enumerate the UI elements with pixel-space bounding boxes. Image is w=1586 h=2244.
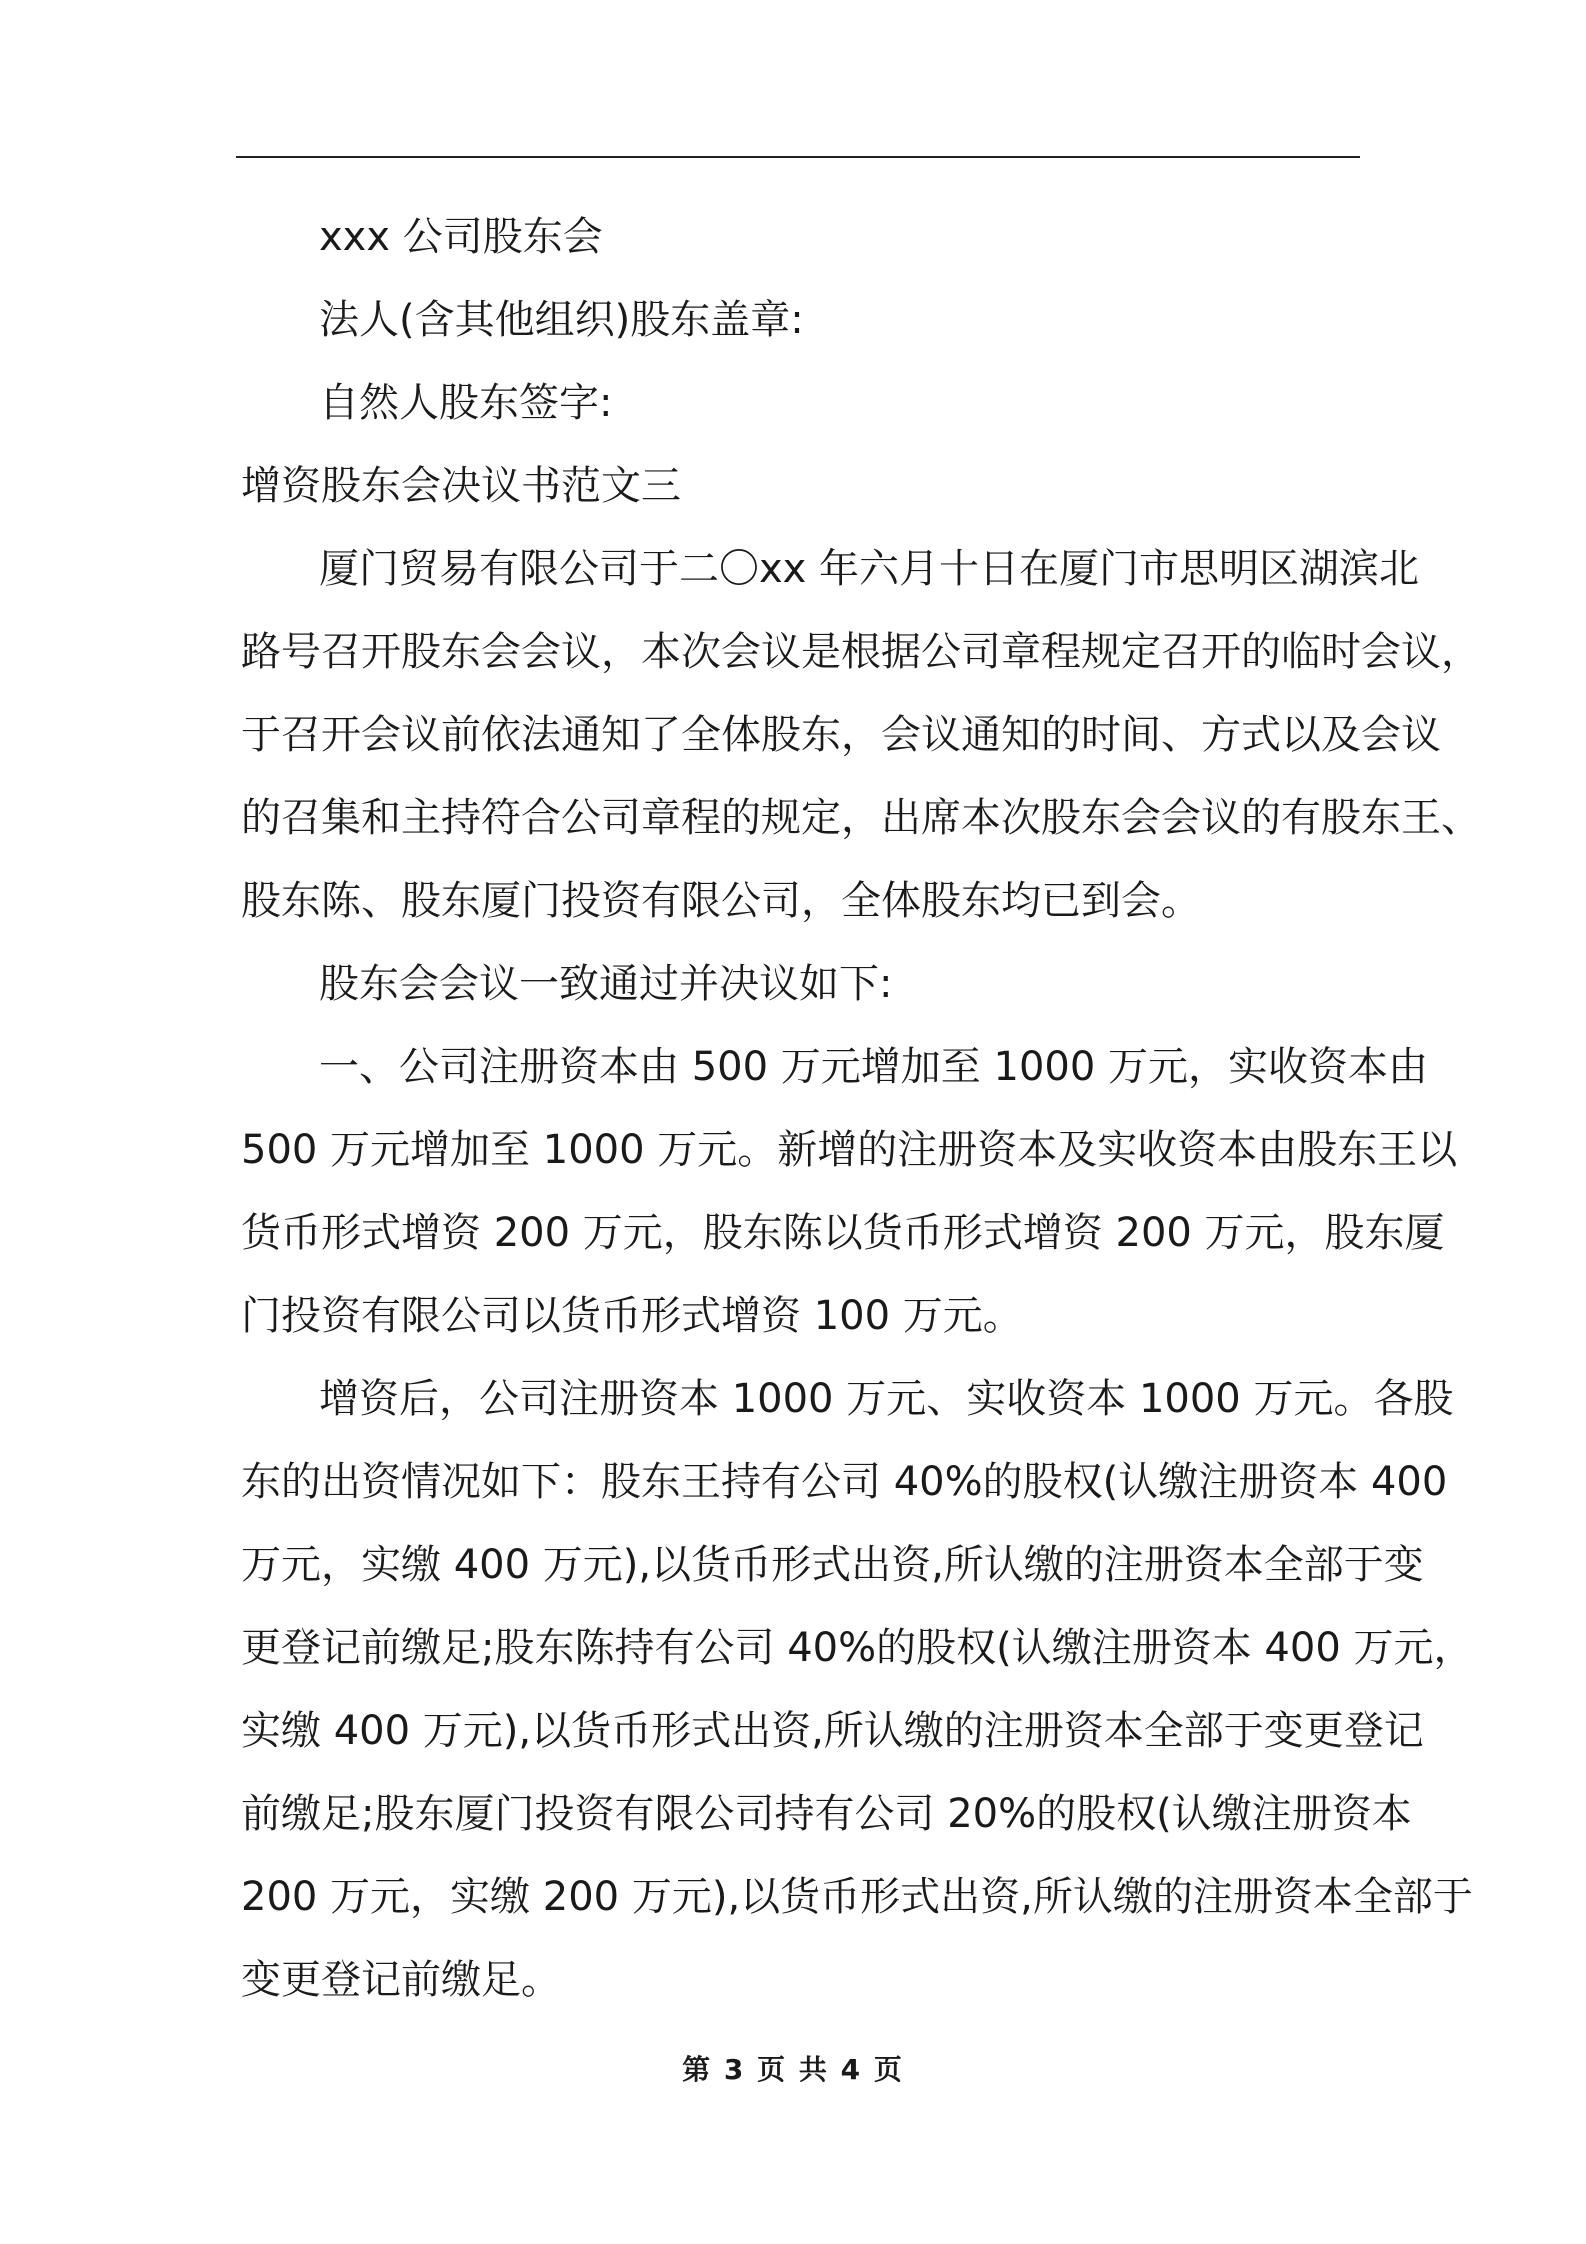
paragraph-line: 东的出资情况如下：股东王持有公司 40%的股权(认缴注册资本 400	[241, 1459, 1448, 1505]
natural-person-signature-line: 自然人股东签字:	[319, 380, 613, 426]
paragraph-line: 的召集和主持符合公司章程的规定，出席本次股东会会议的有股东王、	[241, 795, 1481, 841]
paragraph-line: 前缴足;股东厦门投资有限公司持有公司 20%的股权(认缴注册资本	[241, 1791, 1412, 1837]
paragraph-line: 500 万元增加至 1000 万元。新增的注册资本及实收资本由股东王以	[241, 1127, 1458, 1173]
header-rule	[236, 156, 1360, 158]
document-body	[241, 196, 1481, 2022]
paragraph-line: 万元，实缴 400 万元),以货币形式出资,所认缴的注册资本全部于变	[241, 1542, 1424, 1588]
paragraph-line: 于召开会议前依法通知了全体股东，会议通知的时间、方式以及会议	[241, 712, 1441, 758]
paragraph-line: 增资后，公司注册资本 1000 万元、实收资本 1000 万元。各股	[319, 1376, 1454, 1422]
paragraph-line: 变更登记前缴足。	[241, 1957, 561, 2003]
paragraph-line: 一、公司注册资本由 500 万元增加至 1000 万元，实收资本由	[319, 1044, 1429, 1090]
paragraph-line: 股东陈、股东厦门投资有限公司，全体股东均已到会。	[241, 878, 1201, 924]
paragraph-resolution-intro: 股东会会议一致通过并决议如下:	[319, 961, 893, 1007]
paragraph-line: 更登记前缴足;股东陈持有公司 40%的股权(认缴注册资本 400 万元，	[241, 1625, 1474, 1671]
legal-person-seal-line: 法人(含其他组织)股东盖章:	[319, 297, 804, 343]
paragraph-line: 200 万元，实缴 200 万元),以货币形式出资,所认缴的注册资本全部于	[241, 1874, 1473, 1920]
paragraph-line: 路号召开股东会会议，本次会议是根据公司章程规定召开的临时会议，	[241, 629, 1481, 675]
paragraph-capital-details	[241, 1358, 1474, 2022]
paragraph-line: 门投资有限公司以货币形式增资 100 万元。	[241, 1293, 1023, 1339]
section-heading: 增资股东会决议书范文三	[241, 463, 681, 509]
company-shareholders-line: xxx 公司股东会	[319, 214, 603, 260]
paragraph-resolution-one	[241, 1026, 1458, 1358]
paragraph-line: 实缴 400 万元),以货币形式出资,所认缴的注册资本全部于变更登记	[241, 1708, 1424, 1754]
paragraph-line: 货币形式增资 200 万元，股东陈以货币形式增资 200 万元，股东厦	[241, 1210, 1445, 1256]
page-number: 第 3 页 共 4 页	[682, 2053, 904, 2086]
paragraph-line: 厦门贸易有限公司于二〇xx 年六月十日在厦门市思明区湖滨北	[319, 546, 1420, 592]
paragraph-meeting-intro	[241, 528, 1481, 943]
